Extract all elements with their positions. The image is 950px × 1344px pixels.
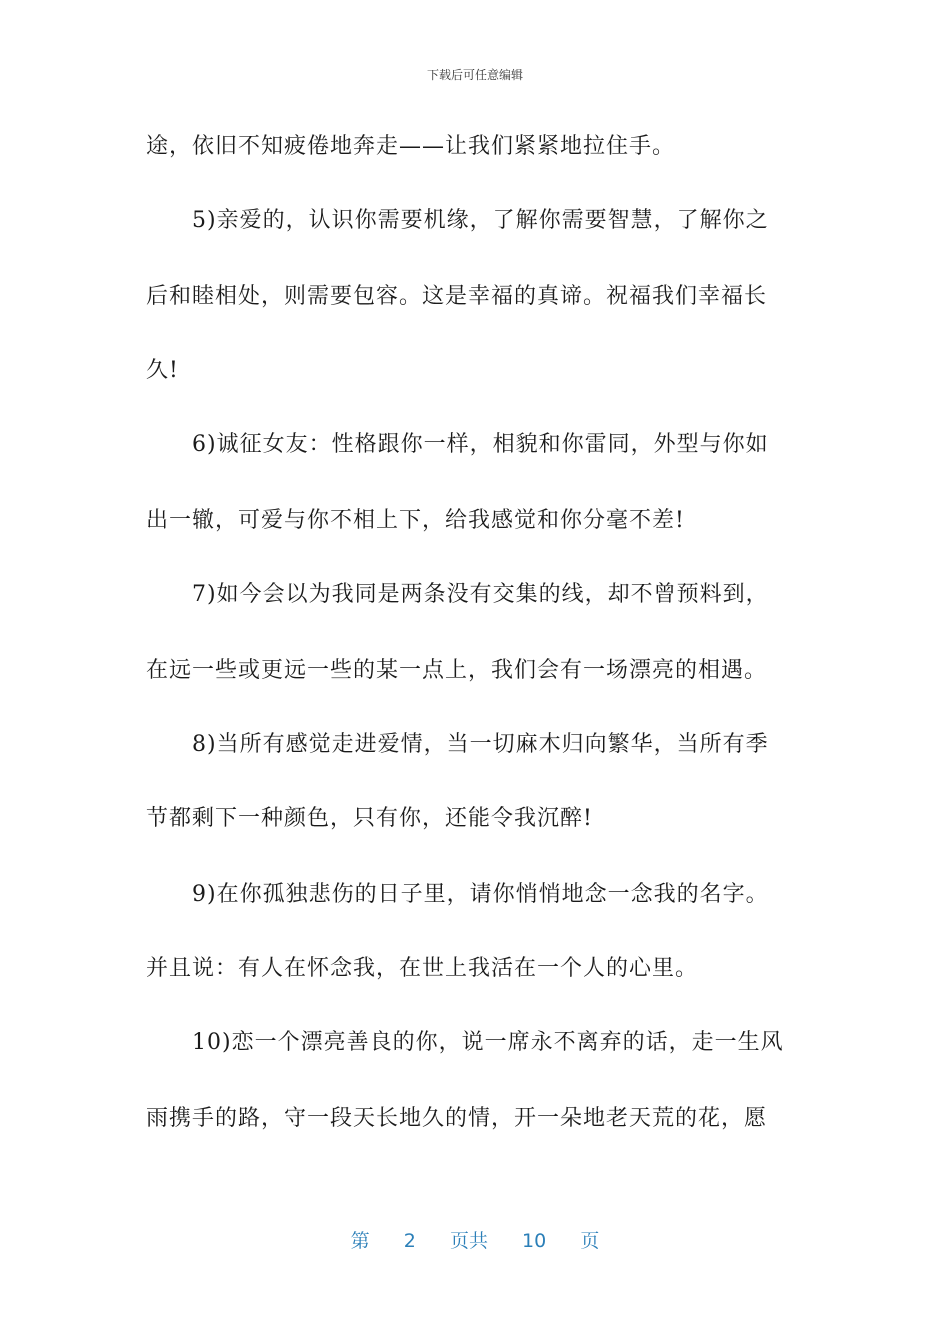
body-line: 5)亲爱的，认识你需要机缘，了解你需要智慧，了解你之 — [192, 208, 769, 233]
footer-page-number: 2 — [403, 1230, 416, 1252]
body-line: 10)恋一个漂亮善良的你，说一席永不离弃的话，走一生风 — [192, 1030, 784, 1055]
footer-prefix: 第 — [350, 1230, 370, 1252]
body-line: 节都剩下一种颜色，只有你，还能令我沉醉! — [146, 806, 593, 831]
body-line: 后和睦相处，则需要包容。这是幸福的真谛。祝福我们幸福长 — [146, 284, 768, 309]
body-line: 久! — [146, 358, 179, 383]
body-line: 8)当所有感觉走进爱情，当一切麻木归向繁华，当所有季 — [192, 732, 769, 757]
body-line: 雨携手的路，守一段天长地久的情，开一朵地老天荒的花，愿 — [146, 1106, 768, 1131]
body-line: 7)如今会以为我同是两条没有交集的线，却不曾预料到， — [192, 582, 769, 607]
header-note: 下载后可任意编辑 — [426, 68, 523, 82]
footer-total-pages: 10 — [522, 1230, 547, 1252]
body-line: 9)在你孤独悲伤的日子里，请你悄悄地念一念我的名字。 — [192, 882, 769, 907]
footer-middle: 页共 — [449, 1230, 488, 1252]
page-footer — [0, 1226, 950, 1253]
footer-suffix: 页 — [580, 1230, 600, 1252]
body-line: 并且说：有人在怀念我，在世上我活在一个人的心里。 — [146, 956, 699, 981]
body-line: 6)诚征女友：性格跟你一样，相貌和你雷同，外型与你如 — [192, 432, 769, 457]
body-line: 途，依旧不知疲倦地奔走——让我们紧紧地拉住手。 — [146, 134, 676, 159]
body-line: 在远一些或更远一些的某一点上，我们会有一场漂亮的相遇。 — [146, 658, 768, 683]
body-line: 出一辙，可爱与你不相上下，给我感觉和你分毫不差! — [146, 508, 685, 533]
